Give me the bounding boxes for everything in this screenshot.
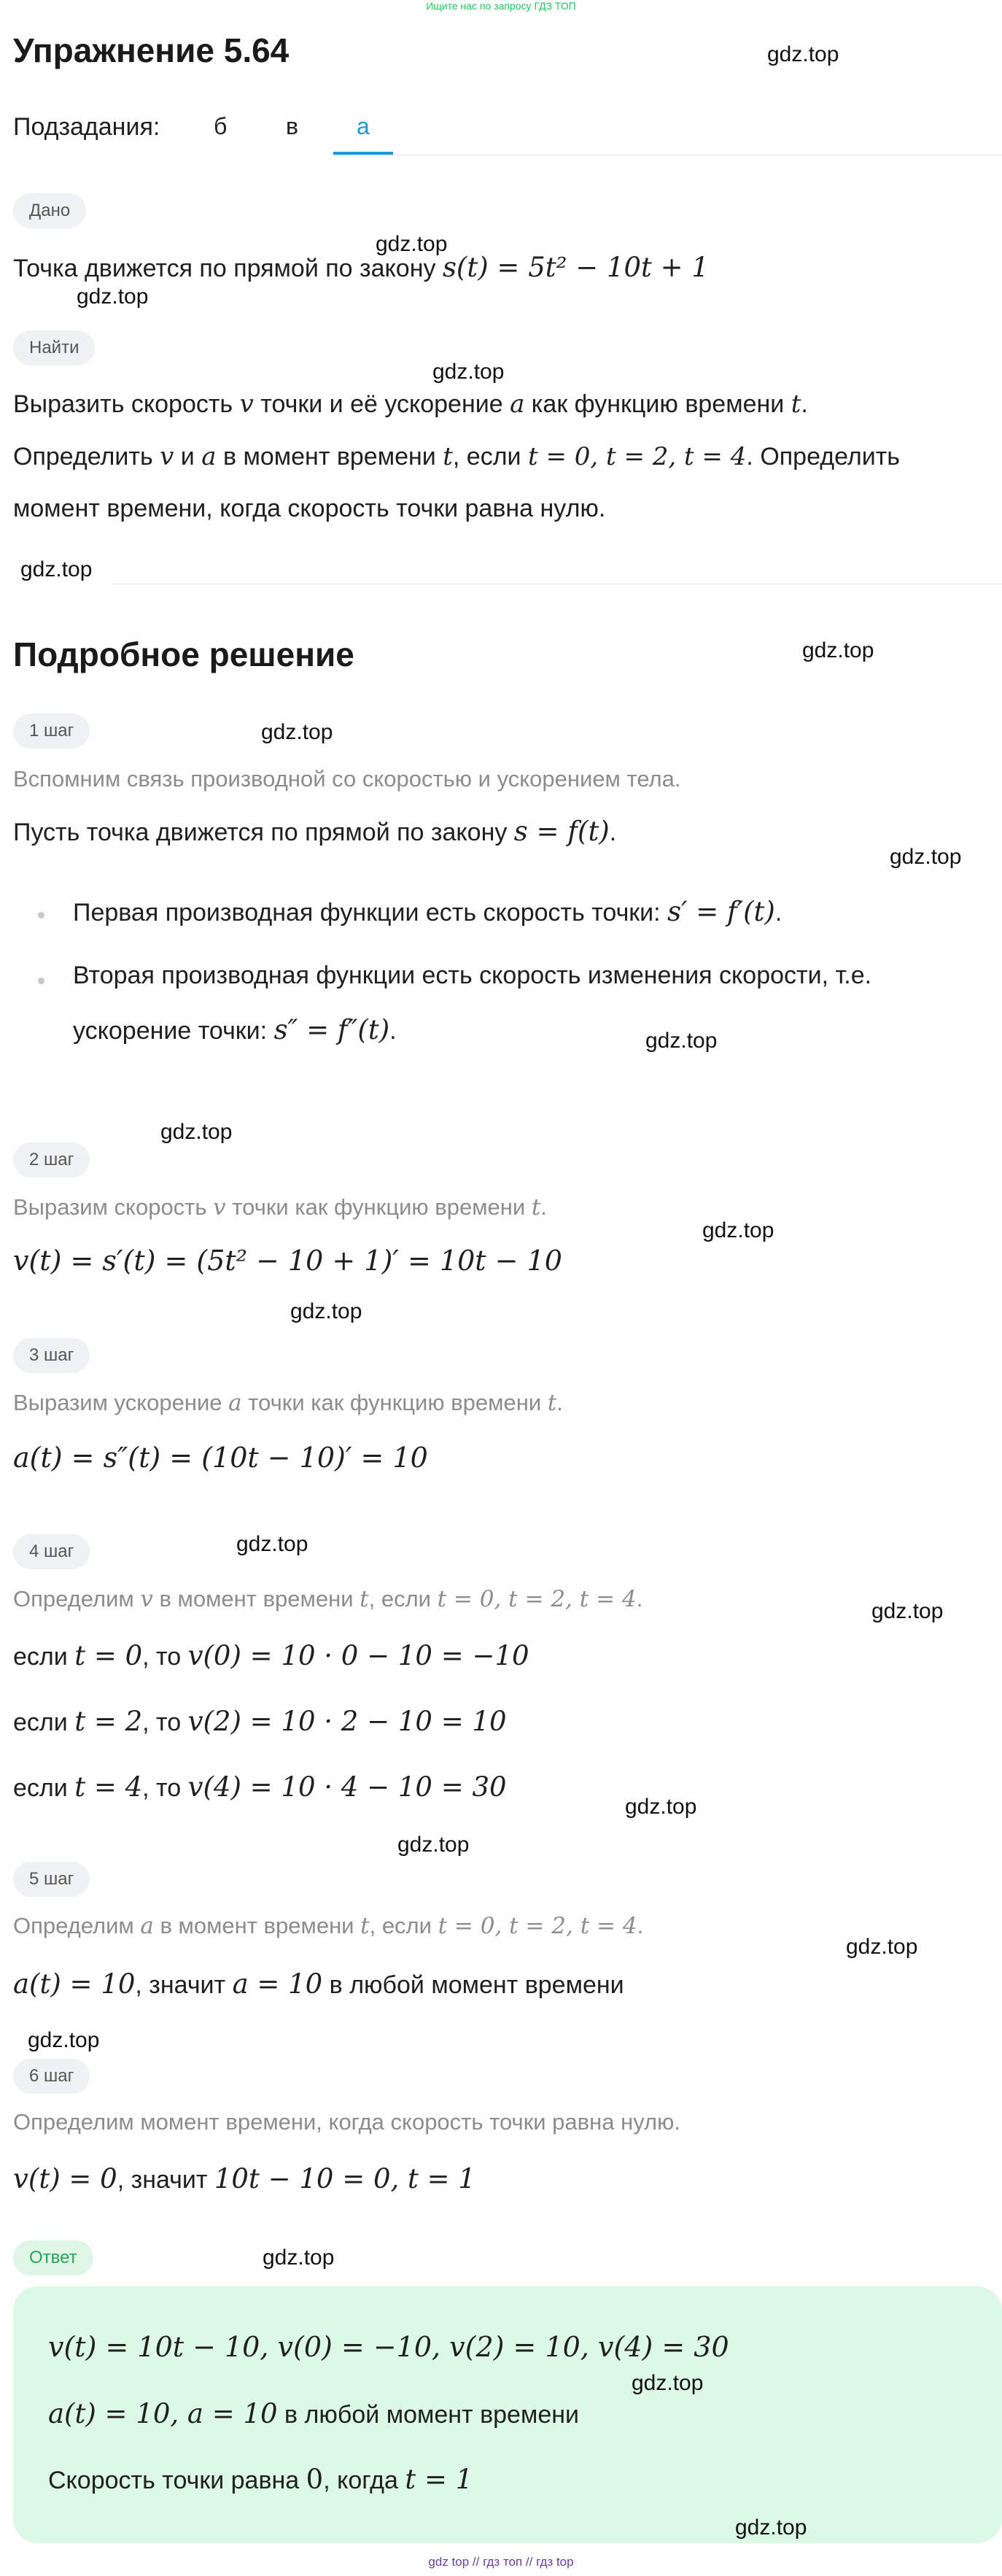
search-hint: Ищите нас по запросу ГДЗ ТОП — [426, 0, 576, 12]
given-text: Точка движется по прямой по закону s(t) = 5t² − 10t + 1 — [13, 252, 709, 283]
find-line-2: Определить v и a в момент времени t, если t = 0, t = 2, t = 4. Определить — [13, 442, 900, 471]
step-6-result: v(t) = 0, значит 10t − 10 = 0, t = 1 — [13, 2163, 475, 2194]
solution-title: Подробное решение — [13, 635, 354, 673]
step-6-note: Определим момент времени, когда скорость точки равна нулю. — [13, 2109, 680, 2135]
step-5-result: a(t) = 10, значит a = 10 в любой момент времени — [13, 1968, 624, 2000]
answer-line-2: a(t) = 10, a = 10 в любой момент времени — [48, 2398, 580, 2429]
answer-line-3: Скорость точки равна 0, когда t = 1 — [48, 2464, 473, 2495]
watermark: gdz.top — [160, 1120, 233, 1144]
bullet — [38, 912, 44, 918]
step-5-note: Определим a в момент времени t, если t = 0, t = 2, t = 4. — [13, 1913, 644, 1939]
tab-v[interactable]: в — [286, 113, 298, 139]
watermark: gdz.top — [735, 2515, 807, 2540]
watermark: gdz.top — [632, 2371, 704, 2395]
watermark: gdz.top — [846, 1935, 918, 1959]
tab-b[interactable]: б — [214, 113, 228, 139]
watermark: gdz.top — [263, 2246, 335, 2270]
watermark: gdz.top — [376, 232, 448, 256]
subtasks-label: Подзадания: — [13, 113, 160, 141]
page-title: Упражнение 5.64 — [13, 31, 290, 69]
watermark: gdz.top — [871, 1599, 944, 1623]
step-2-note: Выразим скорость v точки как функцию времени t. — [13, 1194, 547, 1221]
step-1-bullet-2-line-2: ускорение точки: s″ = f″(t). — [73, 1014, 397, 1045]
step-6-pill: 6 шаг — [13, 2059, 90, 2094]
answer-pill: Ответ — [13, 2240, 93, 2275]
given-pill: Дано — [13, 193, 86, 228]
step-3-formula: a(t) = s″(t) = (10t − 10)′ = 10 — [13, 1442, 428, 1474]
watermark: gdz.top — [645, 1029, 718, 1053]
watermark: gdz.top — [290, 1299, 362, 1323]
watermark: gdz.top — [702, 1218, 774, 1242]
step-5-pill: 5 шаг — [13, 1862, 90, 1897]
find-pill: Найти — [13, 330, 95, 365]
step-1-bullet-1: Первая производная функции есть скорость точки: s′ = f′(t). — [73, 896, 782, 927]
step-1-bullet-2-line-1: Вторая производная функции есть скорость изменения скорости, т.е. — [73, 962, 872, 989]
watermark: gdz.top — [77, 285, 149, 309]
step-4-row-3: если t = 4, то v(4) = 10 · 4 − 10 = 30 — [13, 1771, 507, 1803]
tab-a[interactable]: а — [357, 113, 370, 139]
find-line-1: Выразить скорость v точки и её ускорение a как функцию времени t. — [13, 390, 808, 419]
step-2-formula: v(t) = s′(t) = (5t² − 10 + 1)′ = 10t − 10 — [13, 1245, 562, 1277]
step-4-row-2: если t = 2, то v(2) = 10 · 2 − 10 = 10 — [13, 1706, 507, 1737]
watermark: gdz.top — [802, 638, 874, 662]
step-1-note: Вспомним связь производной со скоростью и ускорением тела. — [13, 766, 681, 792]
step-2-pill: 2 шаг — [13, 1142, 90, 1177]
watermark: gdz.top — [28, 2028, 100, 2052]
step-4-row-1: если t = 0, то v(0) = 10 · 0 − 10 = −10 — [13, 1640, 529, 1671]
watermark: gdz.top — [625, 1795, 697, 1819]
watermark: gdz.top — [890, 845, 962, 869]
watermark: gdz.top — [261, 720, 333, 744]
watermark: gdz.top — [767, 42, 839, 66]
answer-line-1: v(t) = 10t − 10, v(0) = −10, v(2) = 10, v(4) = 30 — [48, 2331, 729, 2363]
step-3-pill: 3 шаг — [13, 1338, 90, 1373]
bullet — [38, 978, 44, 984]
step-4-note: Определим v в момент времени t, если t = 0, t = 2, t = 4. — [13, 1586, 643, 1612]
watermark: gdz.top — [236, 1532, 308, 1556]
step-1-text: Пусть точка движется по прямой по закону s = f(t). — [13, 816, 617, 847]
step-1-pill: 1 шаг — [13, 713, 90, 749]
watermark: gdz.top — [432, 360, 505, 384]
step-3-note: Выразим ускорение a точки как функцию времени t. — [13, 1390, 563, 1416]
footer-links[interactable]: gdz top // гдз топ // гдз top — [428, 2555, 574, 2569]
find-line-3: момент времени, когда скорость точки равна нулю. — [13, 495, 606, 522]
watermark: gdz.top — [20, 557, 93, 581]
watermark: gdz.top — [397, 1833, 470, 1857]
step-4-pill: 4 шаг — [13, 1534, 90, 1569]
